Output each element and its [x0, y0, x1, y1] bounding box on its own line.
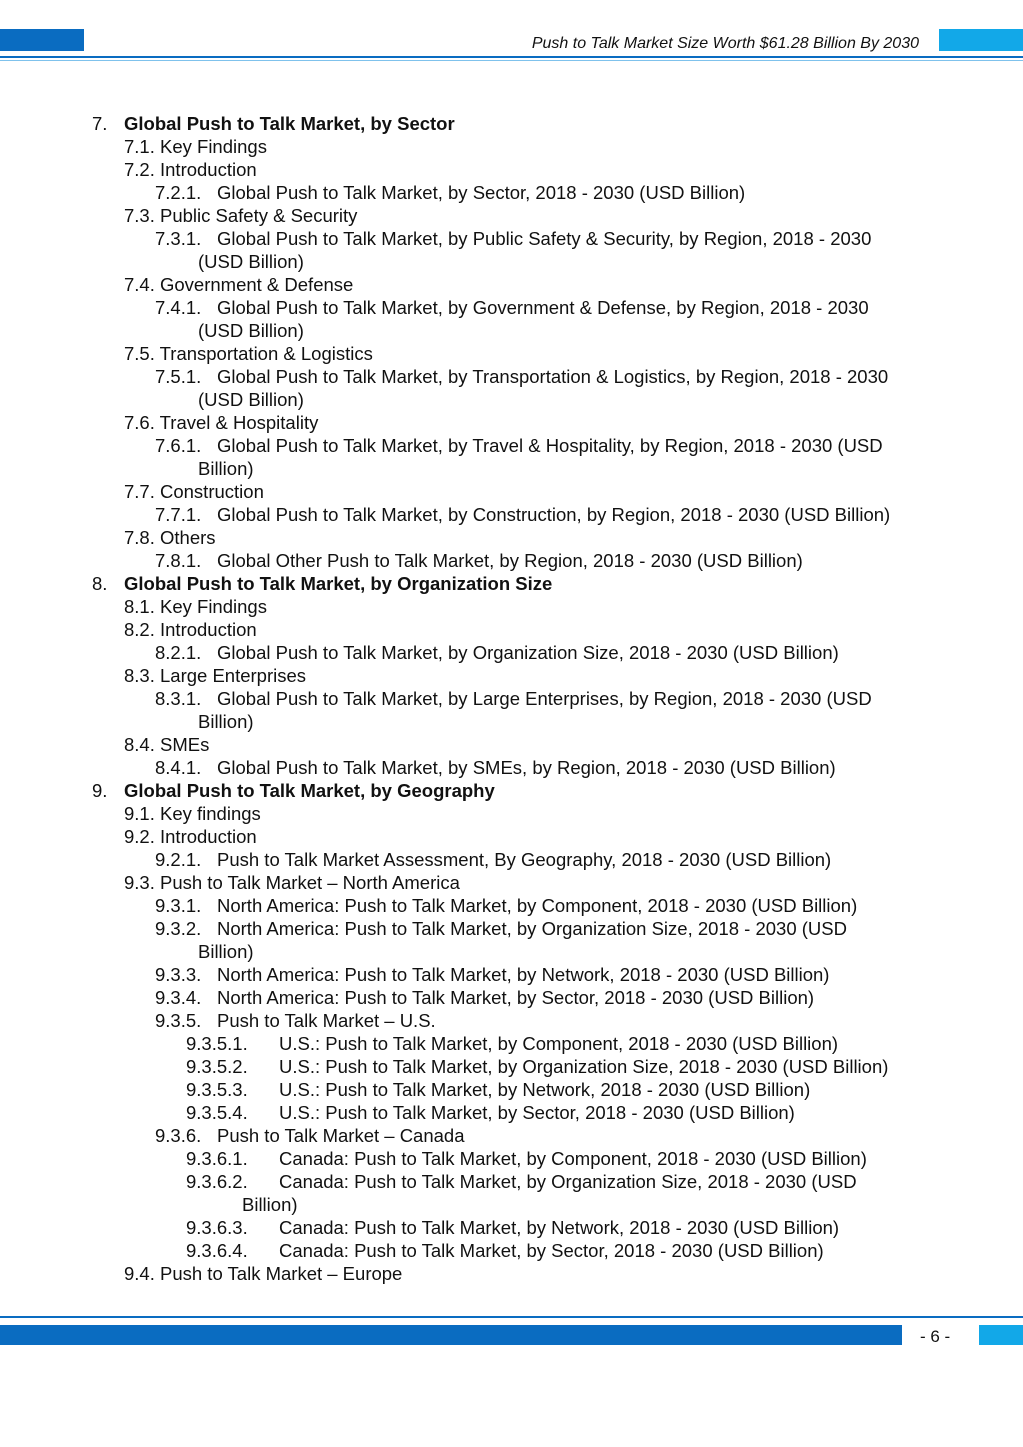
- toc-entry-continuation: (USD Billion): [198, 320, 304, 341]
- toc-entry-number: 8.2.1.: [155, 642, 202, 663]
- toc-entry[interactable]: [0, 687, 1023, 710]
- toc-entry[interactable]: [0, 1147, 1023, 1170]
- toc-entry[interactable]: [0, 917, 1023, 940]
- toc-entry-number: 9.3.5.1.: [186, 1033, 248, 1054]
- toc-entry-title: Canada: Push to Talk Market, by Network, 2018 - 2030 (USD Billion): [279, 1217, 840, 1238]
- toc-entry-title: 9.3. Push to Talk Market – North America: [124, 872, 460, 893]
- toc-entry-number: 7.7.1.: [155, 504, 202, 525]
- toc-entry[interactable]: [0, 1262, 1023, 1285]
- toc-entry-number: 8.4.1.: [155, 757, 202, 778]
- toc-entry-number: 7.4.1.: [155, 297, 202, 318]
- toc-entry-number: 9.3.6.3.: [186, 1217, 248, 1238]
- toc-entry[interactable]: [0, 526, 1023, 549]
- toc-entry-title: Canada: Push to Talk Market, by Component, 2018 - 2030 (USD Billion): [279, 1148, 867, 1169]
- toc-entry-number: 7.8.1.: [155, 550, 202, 571]
- toc-entry-number: 9.3.3.: [155, 964, 202, 985]
- toc-entry[interactable]: [0, 1055, 1023, 1078]
- toc-entry-number: 9.3.6.: [155, 1125, 202, 1146]
- toc-entry-title: U.S.: Push to Talk Market, by Network, 2018 - 2030 (USD Billion): [279, 1079, 811, 1100]
- toc-entry-number: 9.3.5.2.: [186, 1056, 248, 1077]
- toc-entry-number: 9.3.5.: [155, 1010, 202, 1031]
- toc-entry-number: 7.5.1.: [155, 366, 202, 387]
- toc-entry-continuation: (USD Billion): [198, 251, 304, 272]
- toc-entry[interactable]: [0, 365, 1023, 388]
- toc-entry-title: Global Push to Talk Market, by Geography: [124, 780, 495, 801]
- toc-entry-title: Push to Talk Market – Canada: [217, 1125, 465, 1146]
- toc-entry-title: 8.4. SMEs: [124, 734, 210, 755]
- toc-entry[interactable]: [0, 1170, 1023, 1193]
- toc-entry[interactable]: [0, 1101, 1023, 1124]
- toc-entry[interactable]: [0, 1032, 1023, 1055]
- toc-entry-title: 7.6. Travel & Hospitality: [124, 412, 319, 433]
- toc-entry-number: 7.2.1.: [155, 182, 202, 203]
- toc-entry-continuation: (USD Billion): [198, 389, 304, 410]
- toc-entry-title: Global Push to Talk Market, by Large Enterprises, by Region, 2018 - 2030 (USD: [217, 688, 872, 709]
- toc-entry-title: North America: Push to Talk Market, by Sector, 2018 - 2030 (USD Billion): [217, 987, 815, 1008]
- toc-entry-number: 9.3.1.: [155, 895, 202, 916]
- toc-entry[interactable]: [0, 871, 1023, 894]
- toc-entry[interactable]: [0, 296, 1023, 319]
- toc-entry-title: Global Push to Talk Market, by Organization Size: [124, 573, 553, 594]
- toc-entry-number: 9.3.6.4.: [186, 1240, 248, 1261]
- toc-entry-title: 7.8. Others: [124, 527, 216, 548]
- header-accent-left: [0, 29, 84, 51]
- toc-entry[interactable]: [0, 135, 1023, 158]
- toc-entry[interactable]: [0, 342, 1023, 365]
- toc-entry[interactable]: [0, 181, 1023, 204]
- toc-entry-number: 9.3.4.: [155, 987, 202, 1008]
- toc-entry[interactable]: [0, 1124, 1023, 1147]
- toc-entry-title: Canada: Push to Talk Market, by Sector, 2018 - 2030 (USD Billion): [279, 1240, 824, 1261]
- page-number: - 6 -: [920, 1327, 951, 1346]
- toc-entry[interactable]: [0, 158, 1023, 181]
- toc-entry-number: 8.3.1.: [155, 688, 202, 709]
- toc-entry[interactable]: [0, 986, 1023, 1009]
- toc-entry-number: 9.3.6.1.: [186, 1148, 248, 1169]
- toc-entry-title: 7.7. Construction: [124, 481, 264, 502]
- toc-entry-number: 9.2.1.: [155, 849, 202, 870]
- toc-entry-title: Global Push to Talk Market, by Sector: [124, 113, 455, 134]
- toc-entry-continuation: Billion): [198, 458, 254, 479]
- toc-entry-number: 8.: [92, 573, 108, 594]
- toc-entry-continuation: Billion): [198, 941, 254, 962]
- toc-entry[interactable]: [0, 963, 1023, 986]
- toc-entry[interactable]: [0, 273, 1023, 296]
- toc-entry[interactable]: [0, 1009, 1023, 1032]
- toc-entry-title: North America: Push to Talk Market, by Network, 2018 - 2030 (USD Billion): [217, 964, 830, 985]
- toc-entry-title: Push to Talk Market – U.S.: [217, 1010, 436, 1031]
- toc-entry[interactable]: [0, 618, 1023, 641]
- toc-entry[interactable]: [0, 1078, 1023, 1101]
- toc-entry[interactable]: [0, 112, 1023, 135]
- toc-entry-title: U.S.: Push to Talk Market, by Organization Size, 2018 - 2030 (USD Billion): [279, 1056, 889, 1077]
- toc-entry[interactable]: [0, 1216, 1023, 1239]
- toc-entry[interactable]: [0, 434, 1023, 457]
- toc-entry-title: 8.3. Large Enterprises: [124, 665, 307, 686]
- header-rule: [0, 56, 1023, 58]
- footer-rule: [0, 1316, 1023, 1318]
- toc-entry-title: Global Push to Talk Market, by Construction, by Region, 2018 - 2030 (USD Billion): [217, 504, 891, 525]
- toc-entry-title: 7.1. Key Findings: [124, 136, 267, 157]
- toc-entry[interactable]: [0, 664, 1023, 687]
- toc-entry-title: 7.3. Public Safety & Security: [124, 205, 358, 226]
- toc-entry-number: 9.: [92, 780, 108, 801]
- toc-entry-title: U.S.: Push to Talk Market, by Sector, 2018 - 2030 (USD Billion): [279, 1102, 795, 1123]
- toc-entry-title: North America: Push to Talk Market, by Organization Size, 2018 - 2030 (USD: [217, 918, 847, 939]
- footer-accent-right: [979, 1325, 1023, 1345]
- toc-entry[interactable]: [0, 1239, 1023, 1262]
- toc-entry-title: 7.5. Transportation & Logistics: [124, 343, 373, 364]
- toc-entry-number: 7.6.1.: [155, 435, 202, 456]
- toc-entry[interactable]: [0, 802, 1023, 825]
- toc-entry[interactable]: [0, 733, 1023, 756]
- table-of-contents: [0, 112, 1023, 1285]
- header-accent-right: [939, 29, 1023, 51]
- toc-entry-title: 9.1. Key findings: [124, 803, 261, 824]
- toc-entry-title: 7.4. Government & Defense: [124, 274, 354, 295]
- toc-entry-number: 7.: [92, 113, 108, 134]
- toc-entry-title: Push to Talk Market Assessment, By Geography, 2018 - 2030 (USD Billion): [217, 849, 832, 870]
- toc-entry-title: Global Push to Talk Market, by Sector, 2018 - 2030 (USD Billion): [217, 182, 746, 203]
- toc-entry[interactable]: [0, 503, 1023, 526]
- toc-entry-title: North America: Push to Talk Market, by Component, 2018 - 2030 (USD Billion): [217, 895, 858, 916]
- toc-entry[interactable]: [0, 848, 1023, 871]
- toc-entry-title: Global Push to Talk Market, by SMEs, by Region, 2018 - 2030 (USD Billion): [217, 757, 836, 778]
- toc-entry-title: U.S.: Push to Talk Market, by Component, 2018 - 2030 (USD Billion): [279, 1033, 839, 1054]
- toc-entry[interactable]: [0, 480, 1023, 503]
- toc-entry-number: 7.3.1.: [155, 228, 202, 249]
- footer-bar: [0, 1325, 902, 1345]
- toc-entry[interactable]: [0, 641, 1023, 664]
- toc-entry[interactable]: [0, 227, 1023, 250]
- toc-entry-title: Global Push to Talk Market, by Transportation & Logistics, by Region, 2018 - 2030: [217, 366, 889, 387]
- toc-entry[interactable]: [0, 549, 1023, 572]
- toc-entry[interactable]: [0, 572, 1023, 595]
- toc-entry-number: 9.3.2.: [155, 918, 202, 939]
- header-title: Push to Talk Market Size Worth $61.28 Billion By 2030: [531, 35, 919, 52]
- toc-entry[interactable]: [0, 204, 1023, 227]
- toc-entry-continuation: Billion): [242, 1194, 298, 1215]
- toc-entry[interactable]: [0, 779, 1023, 802]
- toc-entry-title: 8.1. Key Findings: [124, 596, 267, 617]
- toc-entry-title: 7.2. Introduction: [124, 159, 257, 180]
- toc-entry-number: 9.3.6.2.: [186, 1171, 248, 1192]
- toc-entry[interactable]: [0, 756, 1023, 779]
- toc-entry-title: 9.4. Push to Talk Market – Europe: [124, 1263, 403, 1284]
- toc-entry-number: 9.3.5.3.: [186, 1079, 248, 1100]
- toc-entry-continuation: Billion): [198, 711, 254, 732]
- toc-entry-title: Global Push to Talk Market, by Travel & Hospitality, by Region, 2018 - 2030 (USD: [217, 435, 883, 456]
- header-rule-thin: [0, 60, 1023, 61]
- toc-entry[interactable]: [0, 825, 1023, 848]
- toc-entry-title: Canada: Push to Talk Market, by Organization Size, 2018 - 2030 (USD: [279, 1171, 857, 1192]
- toc-entry-title: 9.2. Introduction: [124, 826, 257, 847]
- toc-entry-title: Global Other Push to Talk Market, by Region, 2018 - 2030 (USD Billion): [217, 550, 803, 571]
- toc-entry-title: Global Push to Talk Market, by Public Safety & Security, by Region, 2018 - 2030: [217, 228, 872, 249]
- toc-entry-title: Global Push to Talk Market, by Organization Size, 2018 - 2030 (USD Billion): [217, 642, 839, 663]
- toc-entry[interactable]: [0, 411, 1023, 434]
- toc-entry[interactable]: [0, 595, 1023, 618]
- toc-entry-number: 9.3.5.4.: [186, 1102, 248, 1123]
- toc-entry-title: 8.2. Introduction: [124, 619, 257, 640]
- toc-entry[interactable]: [0, 894, 1023, 917]
- toc-entry-title: Global Push to Talk Market, by Government & Defense, by Region, 2018 - 2030: [217, 297, 869, 318]
